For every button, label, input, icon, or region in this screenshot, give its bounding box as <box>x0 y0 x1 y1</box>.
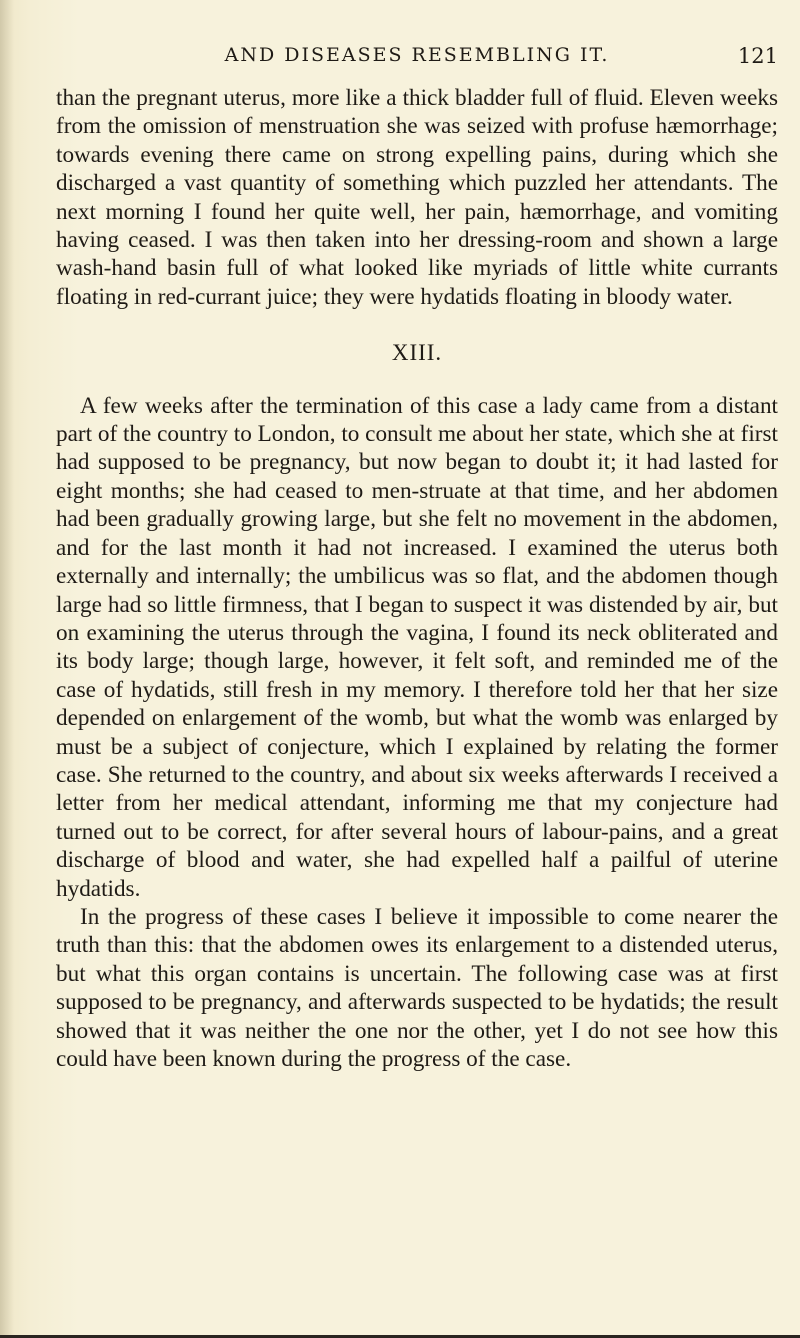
running-head: AND DISEASES RESEMBLING IT. <box>224 44 610 66</box>
page-body <box>56 84 778 1073</box>
paragraph-continuation: than the pregnant uterus, more like a thick bladder full of fluid. Eleven weeks from the omission of menstruation she was seized with profuse hæmorrhage; towards evening there came on strong expelling pains, during which she discharged a vast quantity of something which puzzled her attendants. The next morning I found her quite well, her pain, hæmorrhage, and vomiting having ceased. I was then taken into her dressing-room and shown a large wash-hand basin full of what looked like myriads of little white currants floating in red-currant juice; they were hydatids floating in bloody water. <box>56 85 778 310</box>
paragraph-case-xiii: A few weeks after the termination of this case a lady came from a distant part of the country to London, to consult me about her state, which she at first had supposed to be pregnancy, but now began to doubt it; it had lasted for eight months; she had ceased to men-struate at that time, and her abdomen had been gradually growing large, but she felt no movement in the abdomen, and for the last month it had not increased. I examined the uterus both externally and internally; the umbilicus was so flat, and the abdomen though large had so little firmness, that I began to suspect it was distended by air, but on examining the uterus through the vagina, I found its neck obliterated and its body large; though large, however, it felt soft, and reminded me of the case of hydatids, still fresh in my memory. I therefore told her that her size depended on enlargement of the womb, but what the womb was enlarged by must be a subject of conjecture, which I explained by relating the former case. She returned to the country, and about six weeks afterwards I received a letter from her medical attendant, informing me that my conjecture had turned out to be correct, for after several hours of labour-pains, and a great discharge of blood and water, she had expelled half a pailful of uterine hydatids. <box>56 392 778 902</box>
page-header <box>56 44 778 72</box>
paragraph-conclusion: In the progress of these cases I believe it impossible to come nearer the truth than this: that the abdomen owes its enlargement to a distended uterus, but what this organ contains is uncertain. The following case was at first supposed to be pregnancy, and afterwards suspected to be hydatids; the result showed that it was neither the one nor the other, yet I do not see how this could have been known during the progress of the case. <box>56 903 778 1072</box>
page-number: 121 <box>737 44 778 68</box>
binding-shadow <box>0 0 14 1338</box>
section-heading: XIII. <box>391 340 443 366</box>
